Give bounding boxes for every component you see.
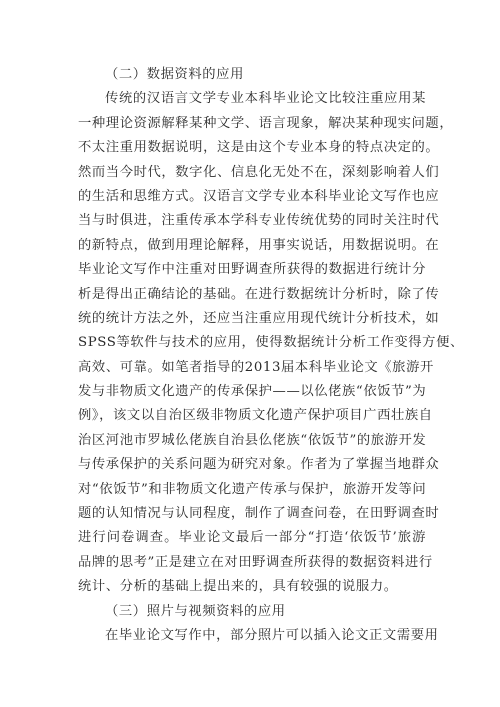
section-heading: （三）照片与视频资料的应用 <box>105 603 286 619</box>
paragraph-line: 毕业论文写作中注重对田野调查所获得的数据进行统计分 <box>78 262 426 278</box>
paragraph-line: 进行问卷调查。毕业论文最后一部分“打造‘依饭节’旅游 <box>78 530 426 546</box>
paragraph-line: 统计、分析的基础上提出来的，具有较强的说服力。 <box>78 579 398 595</box>
paragraph-line: 不太注重用数据说明，这是由这个专业本身的特点决定的。 <box>78 140 440 156</box>
paragraph-line: 高效、可靠。如笔者指导的2013届本科毕业论文《旅游开 <box>78 359 434 375</box>
paragraph-line: 发与非物质文化遗产的传承保护——以仫佬族“依饭节”为 <box>78 384 427 400</box>
paragraph-line: 与传承保护的关系问题为研究对象。作者为了掌握当地群众 <box>78 457 440 473</box>
paragraph-line: 传统的汉语言文学专业本科毕业论文比较注重应用某 <box>105 91 426 107</box>
paragraph-line: 对“依饭节”和非物质文化遗产传承与保护，旅游开发等问 <box>78 481 427 497</box>
paragraph-line: 例》，该文以自治区级非物质文化遗产保护项目广西壮族自 <box>78 408 433 424</box>
paragraph-line: 析是得出正确结论的基础。在进行数据统计分析时，除了传 <box>78 286 440 302</box>
paragraph-line: 然而当今时代，数字化、信息化无处不在，深刻影响着人们 <box>78 164 440 180</box>
paragraph-line: 题的认知情况与认同程度，制作了调查问卷，在田野调查时 <box>78 506 440 522</box>
paragraph-line: 品牌的思考”正是建立在对田野调查所获得的数据资料进行 <box>78 554 433 570</box>
paragraph-line: 治区河池市罗城仫佬族自治县仫佬族“依饭节”的旅游开发 <box>78 432 427 448</box>
paragraph-line: 当与时俱进，注重传承本学科专业传统优势的同时关注时代 <box>78 213 440 229</box>
document-body <box>78 63 464 648</box>
paragraph-line: 统的统计方法之外，还应当注重应用现代统计分析技术，如 <box>78 310 440 326</box>
paragraph-line: 的新特点，做到用理论解释，用事实说话，用数据说明。在 <box>78 237 440 253</box>
paragraph-line: 在毕业论文写作中，部分照片可以插入论文正文需要用 <box>105 627 439 643</box>
paragraph-line: 一种理论资源解释某种文学、语言现象，解决某种现实问题， <box>78 115 454 131</box>
section-heading: （二）数据资料的应用 <box>105 67 244 82</box>
paragraph-line: 的生活和思维方式。汉语言文学专业本科毕业论文写作也应 <box>78 188 440 204</box>
paragraph-line: SPSS等软件与技术的应用，使得数据统计分析工作变得方便、 <box>78 335 464 351</box>
